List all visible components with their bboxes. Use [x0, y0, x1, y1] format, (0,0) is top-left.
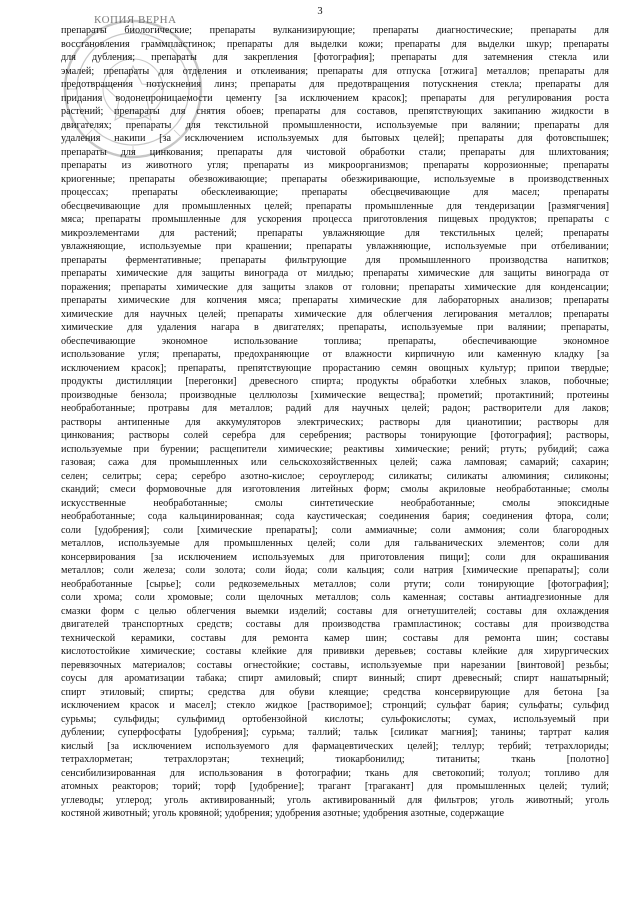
text-line: необработанные; протравы для металлов; радий для научных целей; радон; растворители для лаков;	[61, 403, 609, 414]
text-line: производные бензола; производные целлюлозы [химические вещества]; прометий; протактиний; протеины	[61, 389, 609, 401]
text-line: использование угля; препараты, предохраняющие от влажности кирпичную или каменную кладку [за	[61, 349, 609, 360]
text-line: продукты дистилляции [перегонки] древесного спирта; продукты обработки хлебных злаков, побочные;	[61, 376, 609, 387]
text-line: эмалей; препараты для отделения и отклеивания; препараты для отпуска [отжига] металлов; препараты для	[61, 65, 609, 77]
text-line: препараты химические для копчения мяса; препараты химические для лабораторных анализов; препараты	[61, 295, 609, 306]
text-line: селен; селитры; сера; серебро азотно-кислое; сероуглерод; силикаты; силикаты алюминия; силиконы;	[61, 470, 609, 482]
document-body	[61, 24, 609, 821]
text-line: дублении; суперфосфаты [удобрения]; сурьма; таллий; тальк [силикат магния]; танины; тартрат калия	[61, 727, 609, 738]
text-line: химические для удаления нагара в двигателях; препараты, используемые при валянии; препараты,	[61, 322, 609, 333]
text-line: двигателей транспортных средств; составы для производства грампластинок; составы для производства	[61, 619, 609, 630]
text-line: необработанные; сода кальцинированная; сода каустическая; соединения бария; соединения фтора, соли;	[61, 511, 609, 522]
text-line: восстановления граммпластинок; препараты для выделки кожи; препараты для выделки шкур; препараты	[61, 38, 609, 50]
text-line: удаления накипи [за исключением используемых для бытовых целей]; препараты для фотовспышек;	[61, 133, 609, 144]
text-line: необработанные [сырье]; соли редкоземельных металлов; соли ртути; соли тонирующие [фотография];	[61, 578, 609, 590]
text-line: смазки форм с целью облегчения выемки изделий; составы для огнетушителей; составы для охлаждения	[61, 605, 609, 617]
text-line: предотвращения потускнения линз; препараты для предотвращения потускнения стекла; препараты для	[61, 79, 609, 90]
text-line: препараты биологические; препараты вулканизирующие; препараты диагностические; препараты для	[61, 25, 609, 36]
text-line: исключением красок]; препараты, препятствующие прорастанию семян овощных культур; припои твердые;	[61, 362, 609, 374]
text-line: обесцвечивающие для промышленных целей; препараты промышленные для тендеризации [размягчения]	[61, 200, 609, 212]
text-line: сурьмы; сульфиды; сульфимид ортобензойной кислоты; сульфокислоты; сумах, используемый при	[61, 713, 609, 725]
text-line: препараты ферментативные; препараты фильтрующие для промышленного производства напитков;	[61, 254, 609, 266]
text-line: металлов, используемые для промышленных целей; соли для гальванических элементов; соли для	[61, 538, 609, 549]
text-line: криогенные; препараты обезвоживающие; препараты обезжиривающие, используемые в производственных	[61, 173, 609, 185]
text-line: технической керамики, составы для ремонта камер шин; составы для ремонта шин; составы	[61, 632, 609, 644]
text-line: консервирования [за исключением используемых для приготовления пищи]; соли для окрашивания	[61, 551, 609, 563]
text-line: процессах; препараты обесклеивающие; препараты обесцвечивающие для масел; препараты	[61, 187, 609, 198]
text-line: двигателях; препараты для текстильной промышленности, используемые при валянии; препараты для	[61, 119, 609, 131]
text-line: искусственные необработанные; смолы синтетические необработанные; смолы эпоксидные	[61, 497, 609, 509]
text-line: скандий; смеси формовочные для изготовления литейных форм; смолы акриловые необработанные; смолы	[61, 484, 609, 495]
text-line: поражения; препараты химические для защиты злаков от головни; препараты химические для конденсации;	[61, 281, 609, 293]
text-line: углеводы; углерод; уголь активированный; уголь активированный для фильтров; уголь животный; уголь	[61, 794, 609, 806]
text-line: препараты для цинкования; препараты для чистовой обработки стали; препараты для шлихтования;	[61, 146, 609, 158]
text-line: кислотостойкие химические; составы клейкие для прививки деревьев; составы клейкие для хирургических	[61, 646, 609, 657]
page-number: 3	[317, 6, 323, 17]
text-line: используемые при бурении; расщепители химические; реактивы химические; рений; ртуть; рубидий; сажа	[61, 443, 609, 455]
text-line: костяной животный; уголь кровяной; удобрения; удобрения азотные; удобрения азотные, содержащие	[61, 808, 504, 819]
text-line: соусы для ароматизации табака; спирт амиловый; спирт винный; спирт древесный; спирт нашатырный;	[61, 673, 609, 684]
text-line: мяса; препараты промышленные для ускорения процесса приготовления пищевых продуктов; препараты с	[61, 214, 609, 225]
text-line: атомных реакторов; торий; торф [удобрение]; трагант [трагакант] для промышленных целей; тулий;	[61, 781, 609, 792]
text-line: обеспечивающие экономное использование топлива; препараты, обеспечивающие экономное	[61, 335, 609, 347]
text-line: химические для научных целей; препараты химические для облегчения легирования металлов; препараты	[61, 308, 609, 320]
text-line: растворы антипенные для аккумуляторов электрических; растворы для цианотипии; растворы для	[61, 416, 609, 428]
text-line: препараты химические для защиты винограда от милдью; препараты химические для защиты винограда от	[61, 268, 609, 279]
text-line: цинкования; растворы солей серебра для серебрения; растворы тонирующие [фотография]; растворы,	[61, 430, 609, 441]
text-line: кислый [за исключением используемого для фармацевтических целей]; теллур; тербий; тетрахлориды;	[61, 740, 609, 752]
text-line: исключением красок и масел]; стекло жидкое [растворимое]; стронций; сульфат бария; сульфаты; сульфид	[61, 700, 609, 711]
text-line: микроэлементами для растений; препараты увлажняющие для текстильных целей; препараты	[61, 227, 609, 239]
stamp-copy-label: КОПИЯ ВЕРНА	[94, 14, 177, 26]
text-line: для дубления; препараты для закрепления [фотография]; препараты для затемнения стекла или	[61, 52, 609, 63]
text-line: увлажняющие, используемые при крашении; препараты увлажняющие, используемые при отбеливании;	[61, 241, 609, 252]
text-line: соли хрома; соли хромовые; соли щелочных металлов; соль каменная; составы антиадгезионные для	[61, 592, 609, 603]
text-line: препараты из животного угля; препараты из микроорганизмов; препараты коррозионные; препараты	[61, 160, 609, 171]
text-line: спирт этиловый; спирты; средства для обуви клеящие; средства консервирующие для бетона [за	[61, 686, 609, 698]
text-line: перевязочных материалов; составы огнестойкие; составы, используемые при нарезании [винтовой] резьбы;	[61, 659, 609, 671]
text-line: газовая; сажа для промышленных или сельскохозяйственных целей; сажа ламповая; самарий; сахарин;	[61, 457, 609, 468]
text-line: тетрахлорметан; тетрахлорэтан; технеций; тиокарбонилид; титаниты; ткань [полотно]	[61, 754, 609, 765]
text-line: растений; препараты для снятия обоев; препараты для составов, препятствующих закипанию жидкости в	[61, 106, 609, 117]
text-line: придания водонепроницаемости цементу [за исключением красок]; препараты для регулирования роста	[61, 92, 609, 104]
text-line: соли [удобрения]; соли [химические препараты]; соли аммиачные; соли аммония; соли благородных	[61, 524, 609, 536]
text-line: металлов; соли железа; соли золота; соли йода; соли кальция; соли натрия [химические препараты]; соли	[61, 565, 609, 576]
text-line: сенсибилизированная для использования в фотографии; ткань для светокопий; толуол; топливо для	[61, 767, 609, 779]
